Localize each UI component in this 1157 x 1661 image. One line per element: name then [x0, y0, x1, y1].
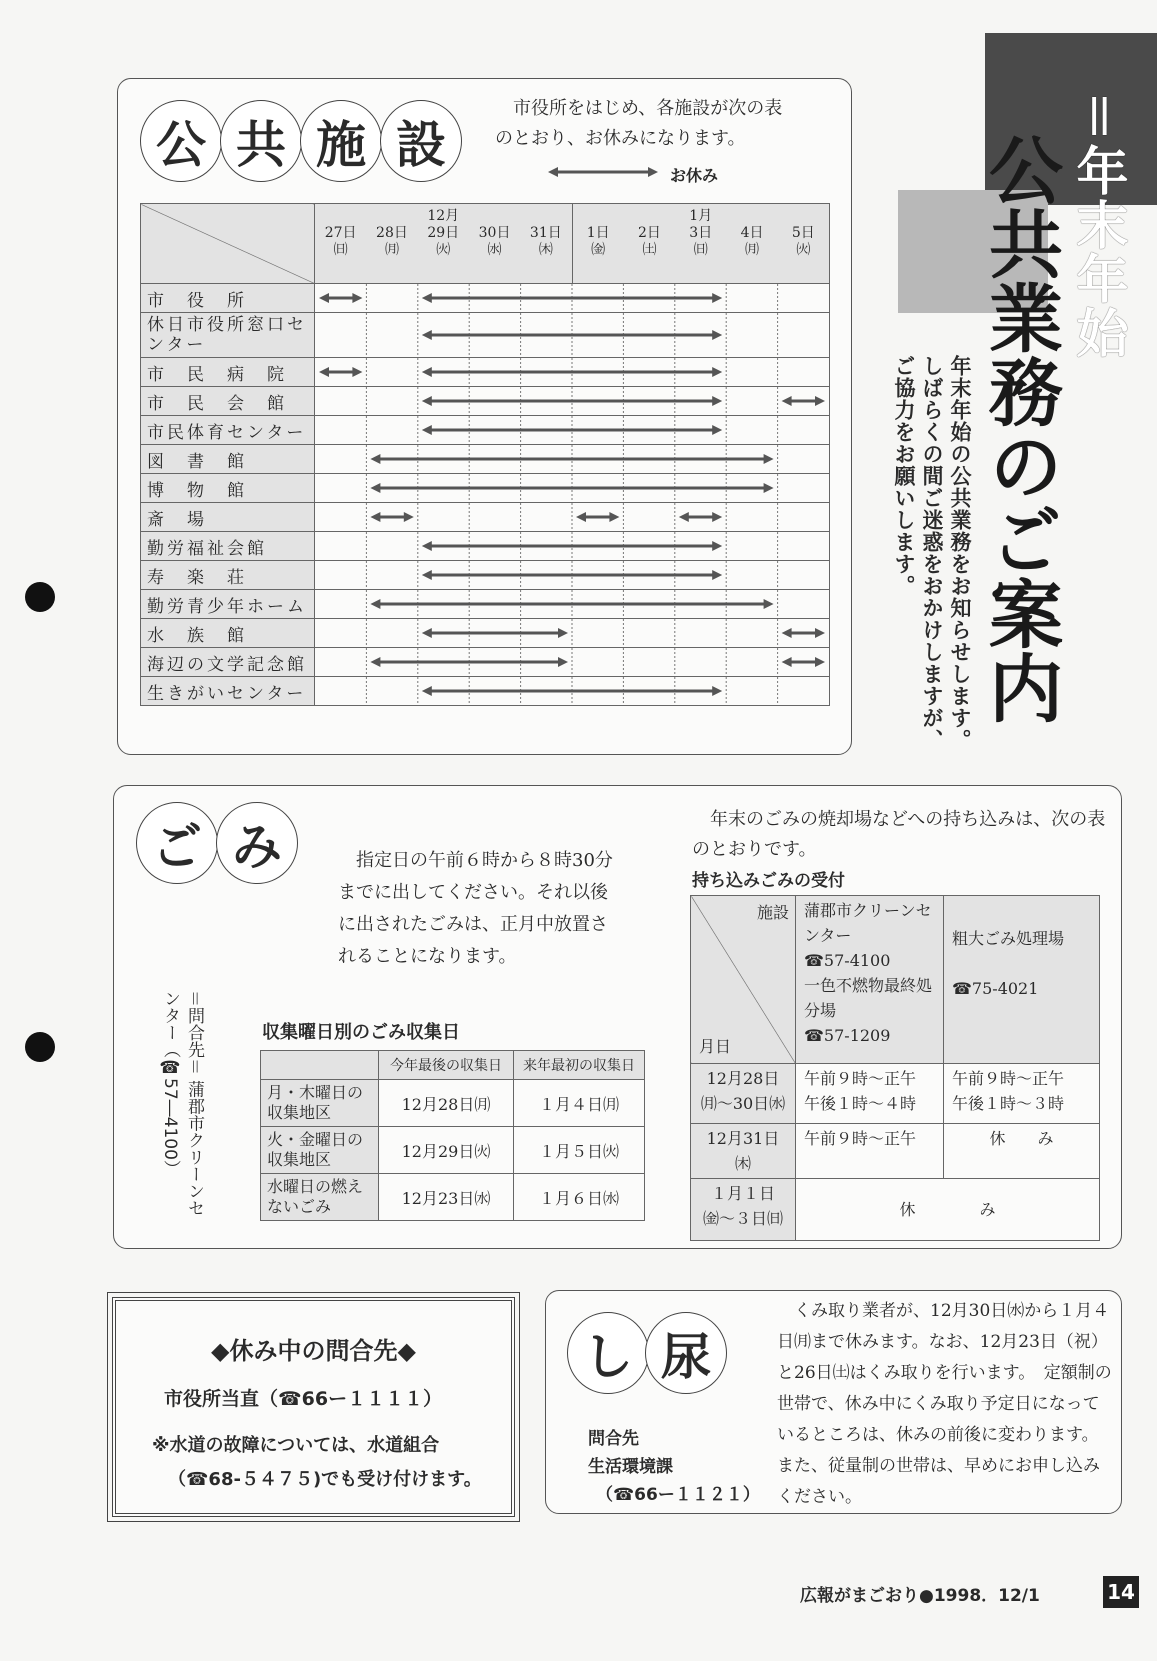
closure-arrow: [782, 628, 825, 638]
closure-cell: [315, 416, 830, 445]
month-label: 12月: [427, 208, 460, 224]
heading-char: 共: [220, 100, 302, 182]
month-group: [315, 204, 573, 284]
night-soil-contact-tel: （☎66ー１１２１）: [596, 1485, 760, 1505]
hours-cell: 午前９時〜正午: [796, 1124, 944, 1179]
holiday-contact-line: （☎68-５４７５)でも受け付けます。: [168, 1469, 482, 1490]
facility-name: 図 書 館: [141, 445, 315, 474]
facilities-intro: 市役所をはじめ、各施設が次の表のとおり、お休みになります。: [495, 98, 783, 149]
last-date: 12月29日㈫: [379, 1127, 514, 1174]
day-header: 2日 ㈯: [637, 225, 661, 258]
facility-name: 生きがいセンター: [141, 677, 315, 706]
closure-bars: [315, 284, 829, 312]
closure-bars: [315, 387, 829, 415]
date-cell: １月１日㈮〜３日㈰: [691, 1179, 796, 1241]
garbage-text: 指定日の午前６時から８時30分までに出してください。それ以後に出されたごみは、正月中放置されることになります。: [338, 850, 613, 967]
closure-cell: [315, 619, 830, 648]
corner-cell: [141, 204, 315, 284]
closure-cell: [315, 445, 830, 474]
facility-row: [141, 532, 830, 561]
heading-char: 施: [300, 100, 382, 182]
closure-cell: [315, 503, 830, 532]
closure-bars: [315, 648, 829, 676]
closure-arrow: [782, 396, 825, 406]
facility-name: 市 民 会 館: [141, 387, 315, 416]
closure-cell: [315, 532, 830, 561]
col-header: 今年最後の収集日: [379, 1051, 514, 1080]
collection-title: 収集曜日別のごみ収集日: [262, 1022, 460, 1043]
closure-bars: [315, 677, 829, 705]
day-headers: [315, 225, 572, 259]
facility-name: 休日市役所窓口センター: [141, 313, 315, 358]
hours-cell: 休 み: [944, 1124, 1100, 1179]
closure-arrow: [782, 657, 825, 667]
closure-cell: [315, 284, 830, 313]
last-date: 12月28日㈪: [379, 1080, 514, 1127]
facility-row: [141, 474, 830, 503]
heading-char: み: [216, 802, 298, 884]
punch-hole: [25, 1032, 55, 1062]
title-intro: 年末年始の公共業務をお知らせします。しばらくの間ご迷惑をおかけしますが、ご協力をお願いします。: [892, 355, 972, 751]
hours-cell: 午前９時〜正午 午後１時〜４時: [796, 1064, 944, 1124]
closure-bars: [315, 619, 829, 647]
facility-row: [141, 590, 830, 619]
facility-name: 水 族 館: [141, 619, 315, 648]
row-label: 月・木曜日の収集地区: [261, 1080, 379, 1127]
closure-cell: [315, 590, 830, 619]
garbage-contact: ＝問合先＝ 蒲郡市クリーンセンター（☎57―4100）: [160, 990, 204, 1217]
publication-footer: 広報がまごおり●1998．12/1: [800, 1586, 1040, 1606]
row-label: 水曜日の燃えないごみ: [261, 1174, 379, 1221]
closure-arrow: [370, 512, 413, 522]
facility-name: 寿 楽 荘: [141, 561, 315, 590]
page-title: 公共業務のご案内: [977, 132, 1063, 724]
facility-name: 市民体育センター: [141, 416, 315, 445]
closure-bars: [315, 358, 829, 386]
day-header: 28日 ㈪: [376, 225, 408, 258]
closure-cell: [315, 677, 830, 706]
closure-bars: [315, 416, 829, 444]
day-header: 29日 ㈫: [427, 225, 460, 258]
heading-char: ご: [136, 802, 218, 884]
closure-cell: [315, 358, 830, 387]
collection-table: [260, 1050, 645, 1221]
closure-bars: [315, 590, 829, 618]
facility-header: 蒲郡市クリーンセンター ☎57-4100 一色不燃物最終処分場 ☎57-1209: [796, 896, 944, 1064]
heading-char: 尿: [645, 1312, 727, 1394]
hours-cell: 午前９時〜正午 午後１時〜３時: [944, 1064, 1100, 1124]
facility-header: 粗大ごみ処理場 ☎75-4021: [944, 896, 1100, 1064]
holiday-contact-box: [112, 1297, 515, 1517]
day-header: 31日 ㈭: [529, 225, 562, 258]
day-headers: [573, 225, 830, 259]
closure-bars: [315, 561, 829, 589]
facility-row: [141, 284, 830, 313]
night-soil-contact-label: 問合先: [588, 1429, 639, 1449]
first-date: １月５日㈫: [514, 1127, 645, 1174]
facility-row: [141, 648, 830, 677]
closure-arrow: [422, 628, 568, 638]
facility-name: 海辺の文学記念館: [141, 648, 315, 677]
corner-bottom: 月日: [699, 1037, 732, 1056]
holiday-contact-line: 市役所当直（☎66ー１１１１）: [164, 1388, 443, 1410]
facility-row: [141, 358, 830, 387]
row-label: 火・金曜日の収集地区: [261, 1127, 379, 1174]
heading-char: 公: [140, 100, 222, 182]
date-cell: 12月28日㈪〜30日㈬: [691, 1064, 796, 1124]
closure-bars: [315, 445, 829, 473]
last-date: 12月23日㈬: [379, 1174, 514, 1221]
date-cell: 12月31日㈭: [691, 1124, 796, 1179]
day-header: 1日 ㈮: [586, 225, 610, 258]
title-top: ＝年末年始: [1067, 90, 1128, 361]
closed-cell: 休 み: [796, 1179, 1100, 1241]
closure-cell: [315, 387, 830, 416]
facility-name: 市 役 所: [141, 284, 315, 313]
punch-hole: [25, 582, 55, 612]
day-header: 30日 ㈬: [478, 225, 511, 258]
closure-cell: [315, 474, 830, 503]
closure-arrow: [576, 512, 619, 522]
closure-bars: [315, 313, 829, 357]
first-date: １月４日㈪: [514, 1080, 645, 1127]
schedule-body: [141, 284, 830, 706]
schedule-table-wrap: [140, 203, 830, 706]
closure-arrow: [319, 367, 362, 377]
bring-in-title: 持ち込みごみの受付: [692, 871, 845, 891]
facility-row: [141, 677, 830, 706]
day-header: 3日 ㈰: [689, 225, 713, 258]
facility-row: [141, 561, 830, 590]
day-header: 5日 ㈫: [791, 225, 815, 258]
month-group: [572, 204, 830, 284]
holiday-contact-line: ※水道の故障については、水道組合: [152, 1435, 440, 1456]
closure-bars: [315, 532, 829, 560]
month-label: 1月: [689, 208, 713, 224]
day-header: 27日 ㈰: [324, 225, 357, 258]
night-soil-text: くみ取り業者が、12月30日㈬から１月４日㈪まで休みます。なお、12月23日（祝）と26日㈯はくみ取りを行います。 定額制の世帯で、休み中にくみ取り予定日になっているところは、休みの前後に変わります。また、従量制の世帯は、早めにお申し込みください。: [777, 1301, 1112, 1507]
closure-cell: [315, 561, 830, 590]
legend-label: お休み: [670, 166, 719, 185]
legend-arrow: [548, 162, 658, 182]
facility-name: 勤労福祉会館: [141, 532, 315, 561]
closure-cell: [315, 648, 830, 677]
heading-char: し: [567, 1312, 649, 1394]
corner-cell: [691, 896, 796, 1064]
closure-arrow: [319, 293, 362, 303]
corner-top: 施設: [756, 903, 789, 922]
first-date: １月６日㈬: [514, 1174, 645, 1221]
facility-row: [141, 445, 830, 474]
closure-cell: [315, 313, 830, 358]
facility-name: 博 物 館: [141, 474, 315, 503]
blank-header: [261, 1051, 379, 1080]
heading-char: 設: [380, 100, 462, 182]
night-soil-contact-dept: 生活環境課: [588, 1457, 673, 1477]
schedule-table: [140, 203, 830, 706]
col-header: 来年最初の収集日: [514, 1051, 645, 1080]
facility-name: 勤労青少年ホーム: [141, 590, 315, 619]
holiday-contact-title: ◆休み中の問合先◆: [211, 1337, 416, 1365]
bring-in-table: [690, 895, 1100, 1241]
facility-row: [141, 503, 830, 532]
page-number: 14: [1103, 1576, 1139, 1608]
closure-bars: [315, 474, 829, 502]
facility-name: 斎 場: [141, 503, 315, 532]
closure-arrow: [679, 512, 722, 522]
facility-name: 市 民 病 院: [141, 358, 315, 387]
facility-row: [141, 387, 830, 416]
bring-in-text: 年末のごみの焼却場などへの持ち込みは、次の表のとおりです。: [692, 809, 1106, 860]
facility-row: [141, 313, 830, 358]
facility-row: [141, 416, 830, 445]
day-header: 4日 ㈪: [740, 225, 764, 258]
closure-bars: [315, 503, 829, 531]
facility-row: [141, 619, 830, 648]
